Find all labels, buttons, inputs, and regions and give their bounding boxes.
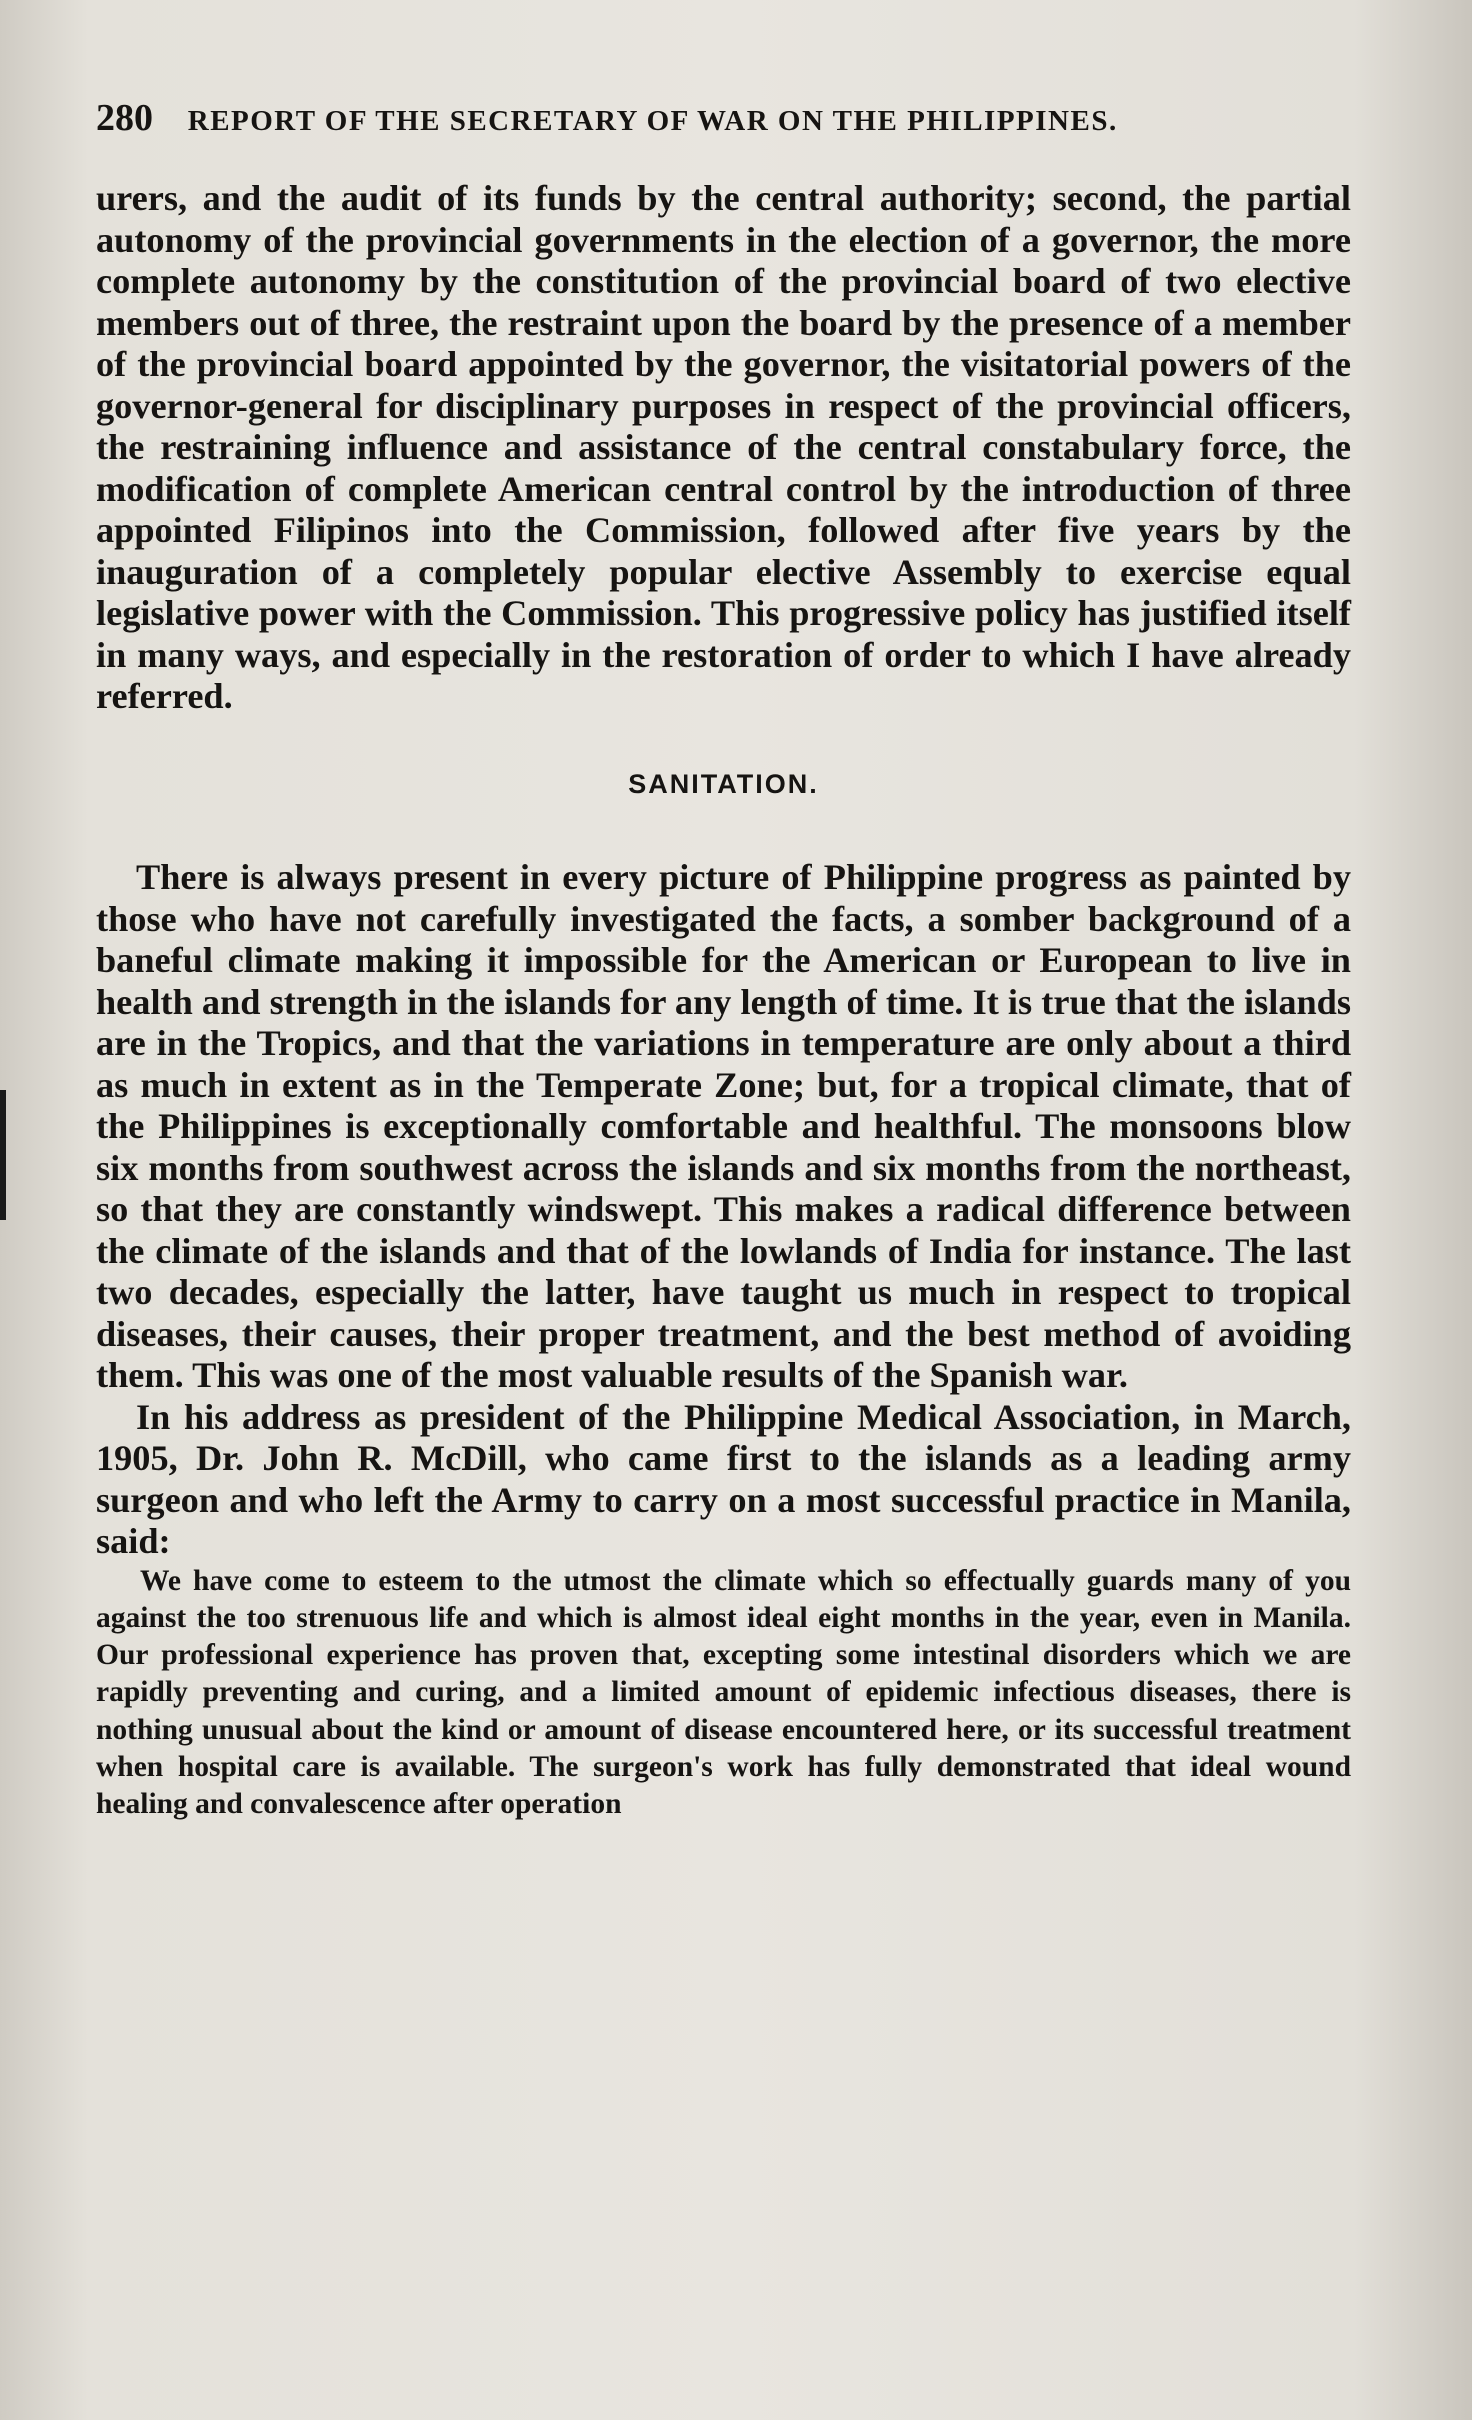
paragraph-continuation: urers, and the audit of its funds by the central authority; second, the partial autonomy of the provincial governments in the election of a governor, the more complete autonomy by the constitution of the provincial board of two elective members out of three, the restraint upon the board by the presence of a member of the provincial board appointed by the governor, the visitatorial powers of the governor-general for disciplinary purposes in respect of the provincial officers, the restraining influence and assistance of the central constabulary force, the modification of complete American central control by the introduction of three appointed Filipinos into the Commission, followed after five years by the inauguration of a completely popular elective Assembly to exercise equal legislative power with the Commission. This progressive policy has justified itself in many ways, and especially in the restoration of order to which I have already referred.	[96, 178, 1351, 716]
block-quote: We have come to esteem to the utmost the climate which so effectually guards many of you against the too strenuous life and which is almost ideal eight months in the year, even in Manila. Our professional experience has proven that, excepting some intestinal disorders which we are rapidly preventing and curing, and a limited amount of epidemic infectious diseases, there is nothing unusual about the kind or amount of disease encountered here, or its successful treatment when hospital care is available. The surgeon's work has fully demonstrated that ideal wound healing and convalescence after operation	[96, 1564, 1351, 1821]
section-heading-sanitation: SANITATION.	[628, 768, 819, 799]
body-text	[96, 178, 1351, 1824]
paragraph-climate: There is always present in every picture of Philippine progress as painted by those who have not carefully investigated the facts, a somber background of a baneful climate making it impossible for the American or European to live in health and strength in the islands for any length of time. It is true that the islands are in the Tropics, and that the variations in temperature are only about a third as much in extent as in the Temperate Zone; but, for a tropical climate, that of the Philippines is exceptionally comfortable and healthful. The monsoons blow six months from southwest across the islands and six months from the northeast, so that they are constantly windswept. This makes a radical difference between the climate of the islands and that of the lowlands of India for instance. The last two decades, especially the latter, have taught us much in respect to tropical diseases, their causes, their proper treatment, and the best method of avoiding them. This was one of the most valuable results of the Spanish war.	[96, 857, 1351, 1395]
page-number: 280	[96, 97, 153, 139]
paragraph-mcdill-intro: In his address as president of the Philippine Medical Association, in March, 1905, Dr. John R. McDill, who came first to the islands as a leading army surgeon and who left the Army to carry on a most successful practice in Manila, said:	[96, 1396, 1351, 1561]
page-header	[96, 96, 1336, 146]
running-title: REPORT OF THE SECRETARY OF WAR ON THE PHILIPPINES.	[187, 105, 1118, 137]
page-edge-shadow	[0, 1090, 6, 1220]
